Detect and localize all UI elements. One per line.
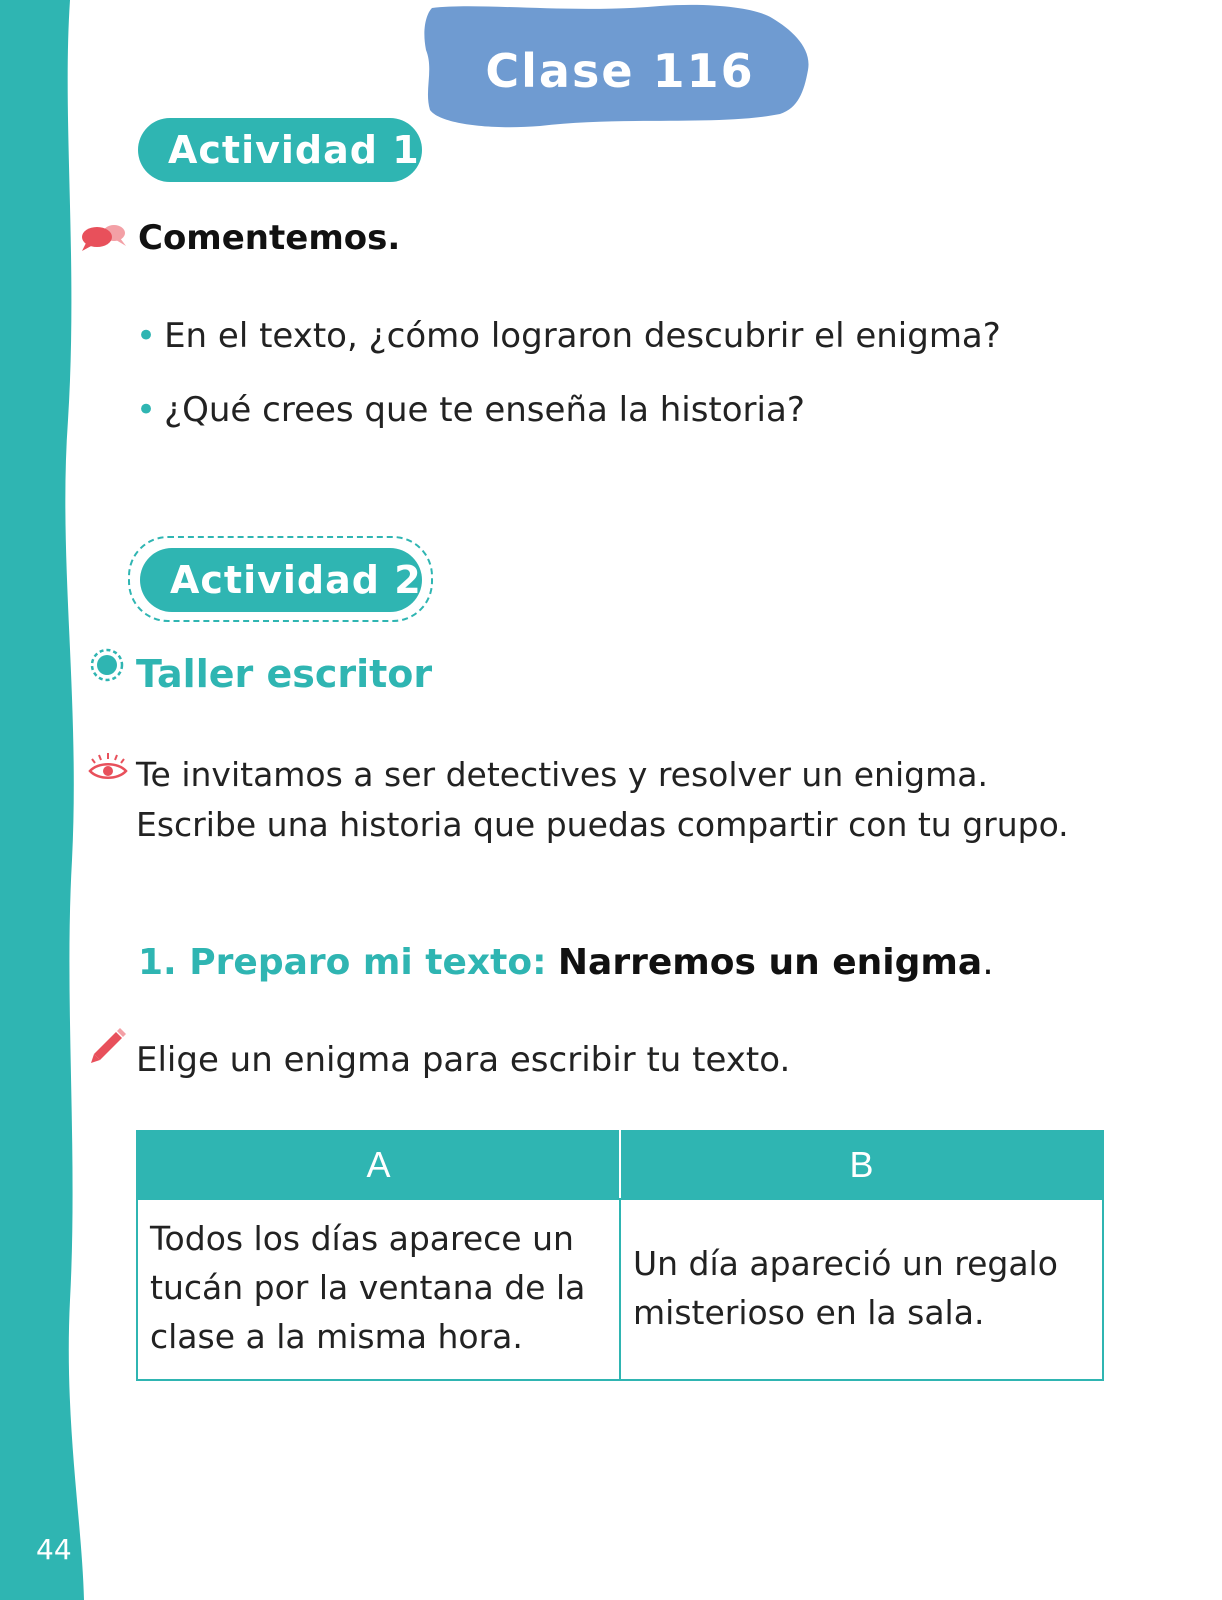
activity-2-label: Actividad 2 bbox=[170, 558, 422, 602]
step-end: . bbox=[982, 942, 994, 983]
question-text-1: En el texto, ¿cómo lograron descubrir el enigma? bbox=[164, 316, 1001, 356]
step-heading bbox=[138, 942, 994, 983]
bullet-mark: • bbox=[136, 316, 157, 356]
table-header-row bbox=[137, 1131, 1103, 1199]
eye-icon bbox=[88, 752, 128, 782]
enigma-option-b: Un día apareció un regalo misterioso en la sala. bbox=[620, 1199, 1103, 1380]
class-title: Clase 116 bbox=[485, 44, 755, 98]
invitation-text: Te invitamos a ser detectives y resolver un enigma. Escribe una historia que puedas compartir con tu grupo. bbox=[136, 755, 1069, 844]
activity-1-badge bbox=[138, 118, 422, 182]
discussion-heading: Comentemos. bbox=[138, 218, 401, 258]
pencil-icon bbox=[88, 1022, 130, 1064]
step-value: Narremos un enigma bbox=[557, 942, 983, 983]
question-item-2 bbox=[136, 390, 805, 430]
activity-2-badge bbox=[140, 548, 422, 612]
enigma-option-a: Todos los días aparece un tucán por la ventana de la clase a la misma hora. bbox=[137, 1199, 620, 1380]
column-header-a: A bbox=[137, 1131, 620, 1199]
question-item-1 bbox=[136, 316, 1001, 356]
table-row bbox=[137, 1199, 1103, 1380]
activity-1-label: Actividad 1 bbox=[168, 128, 420, 172]
bullet-mark: • bbox=[136, 390, 157, 430]
workshop-title: Taller escritor bbox=[136, 652, 433, 696]
question-text-2: ¿Qué crees que te enseña la historia? bbox=[164, 390, 805, 430]
target-icon bbox=[90, 648, 124, 682]
page-number: 44 bbox=[36, 1533, 72, 1566]
step-label: 1. Preparo mi texto: bbox=[138, 942, 547, 983]
column-header-b: B bbox=[620, 1131, 1103, 1199]
enigma-table bbox=[136, 1130, 1104, 1381]
speech-bubbles-icon bbox=[80, 222, 128, 252]
instruction-text: Elige un enigma para escribir tu texto. bbox=[136, 1040, 791, 1080]
